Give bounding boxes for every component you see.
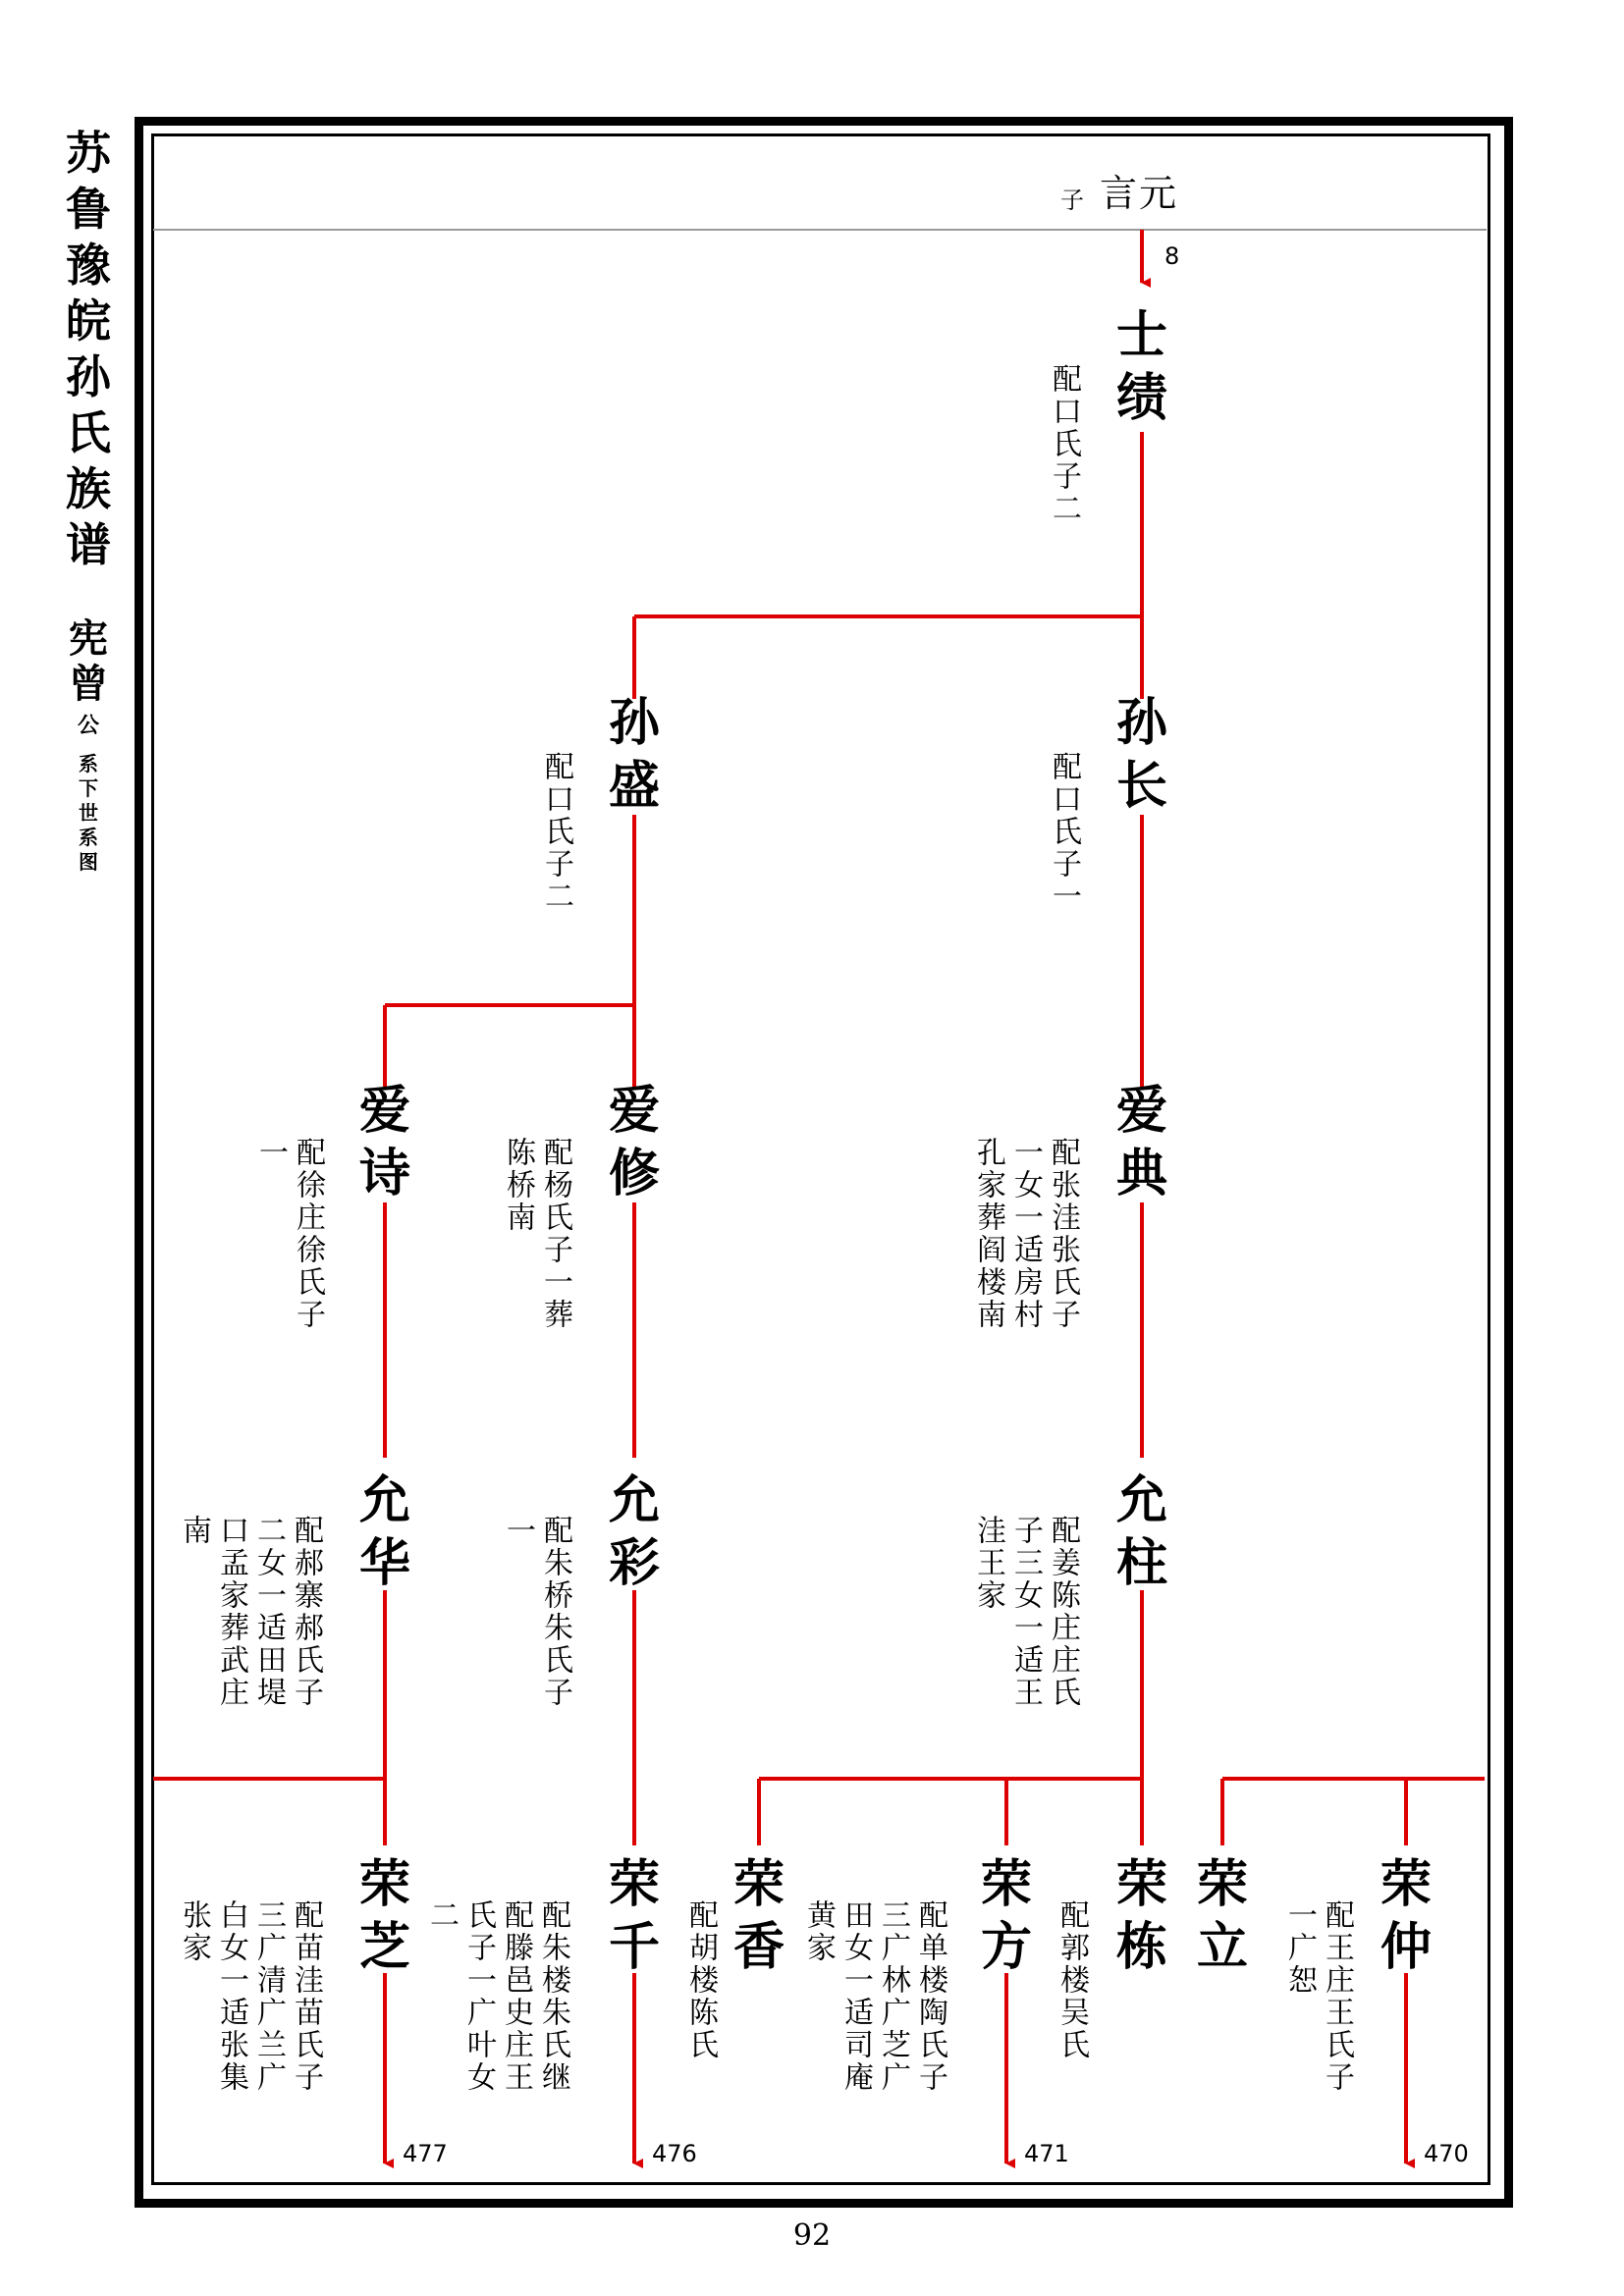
root-person-name: 言元 [1100,172,1179,215]
person-aidian: 爱典 [1115,1081,1167,1203]
note-yunzhu: 配姜陈庄庄氏 子三女一适王 洼王家 [971,1515,1080,1709]
person-rongdong: 荣栋 [1115,1854,1167,1977]
ancestor-honorific: 公 [77,713,99,738]
note-yuncai: 配朱桥朱氏子 一 [501,1515,572,1709]
note-sunzhang: 配口氏子一 [1047,751,1081,913]
person-rongli: 荣立 [1196,1854,1248,1977]
note-rongfang: 配单楼陶氏子 三广林广芝广 田女一适司庵 黄家 [801,1899,947,2094]
note-yunhua: 配郝寨郝氏子 二女一适田堤 口孟家葬武庄 南 [177,1515,323,1709]
note-rongdong: 配郭楼吴氏 [1055,1899,1089,2061]
root-relation-label: 子 [1060,187,1084,214]
note-rongxiang: 配胡楼陈氏 [683,1899,718,2061]
person-rongqian: 荣千 [608,1854,660,1977]
person-rongxiang: 荣香 [732,1854,785,1977]
person-aixiu: 爱修 [608,1081,660,1203]
note-rongqian: 配朱楼朱氏继 配滕邑史庄王 氏子一广叶女 二 [424,1899,570,2094]
person-sunsheng: 孙盛 [608,693,660,816]
note-sunsheng: 配口氏子二 [539,751,573,913]
note-aixiu: 配杨氏子一葬 陈桥南 [501,1137,572,1331]
person-rongfang: 荣方 [980,1854,1032,1977]
continuation-rongfang: 471 [1024,2140,1069,2167]
note-rongzhi: 配苗洼苗氏子 三广清广兰广 白女一适张集 张家 [177,1899,323,2094]
person-rongzhong: 荣仲 [1380,1854,1432,1977]
note-aidian: 配张洼张氏子 一女一适房村 孔家葬阎楼南 [971,1137,1080,1331]
ancestor-name: 宪曾 [69,615,108,707]
person-aishi: 爱诗 [358,1081,410,1203]
continuation-rongqian: 476 [652,2140,697,2167]
person-yuncai: 允彩 [608,1470,660,1593]
page-number: 92 [792,2218,832,2253]
person-shiji: 士绩 [1115,305,1167,428]
person-sunzhang: 孙长 [1115,693,1167,816]
continuation-rongzhong: 470 [1424,2140,1469,2167]
person-yunzhu: 允柱 [1115,1470,1167,1593]
book-title: 苏鲁豫皖孙氏族谱 [66,127,111,571]
person-yunhua: 允华 [358,1470,410,1593]
note-rongzhong: 配王庄王氏子 一广恕 [1282,1899,1354,2094]
note-shiji: 配口氏子二 [1047,363,1081,525]
generation-number: 8 [1164,242,1180,270]
note-aishi: 配徐庄徐氏子 一 [253,1137,325,1331]
chart-description: 系下世系图 [79,752,98,874]
continuation-rongzhi: 477 [403,2140,448,2167]
person-rongzhi: 荣芝 [358,1854,410,1977]
